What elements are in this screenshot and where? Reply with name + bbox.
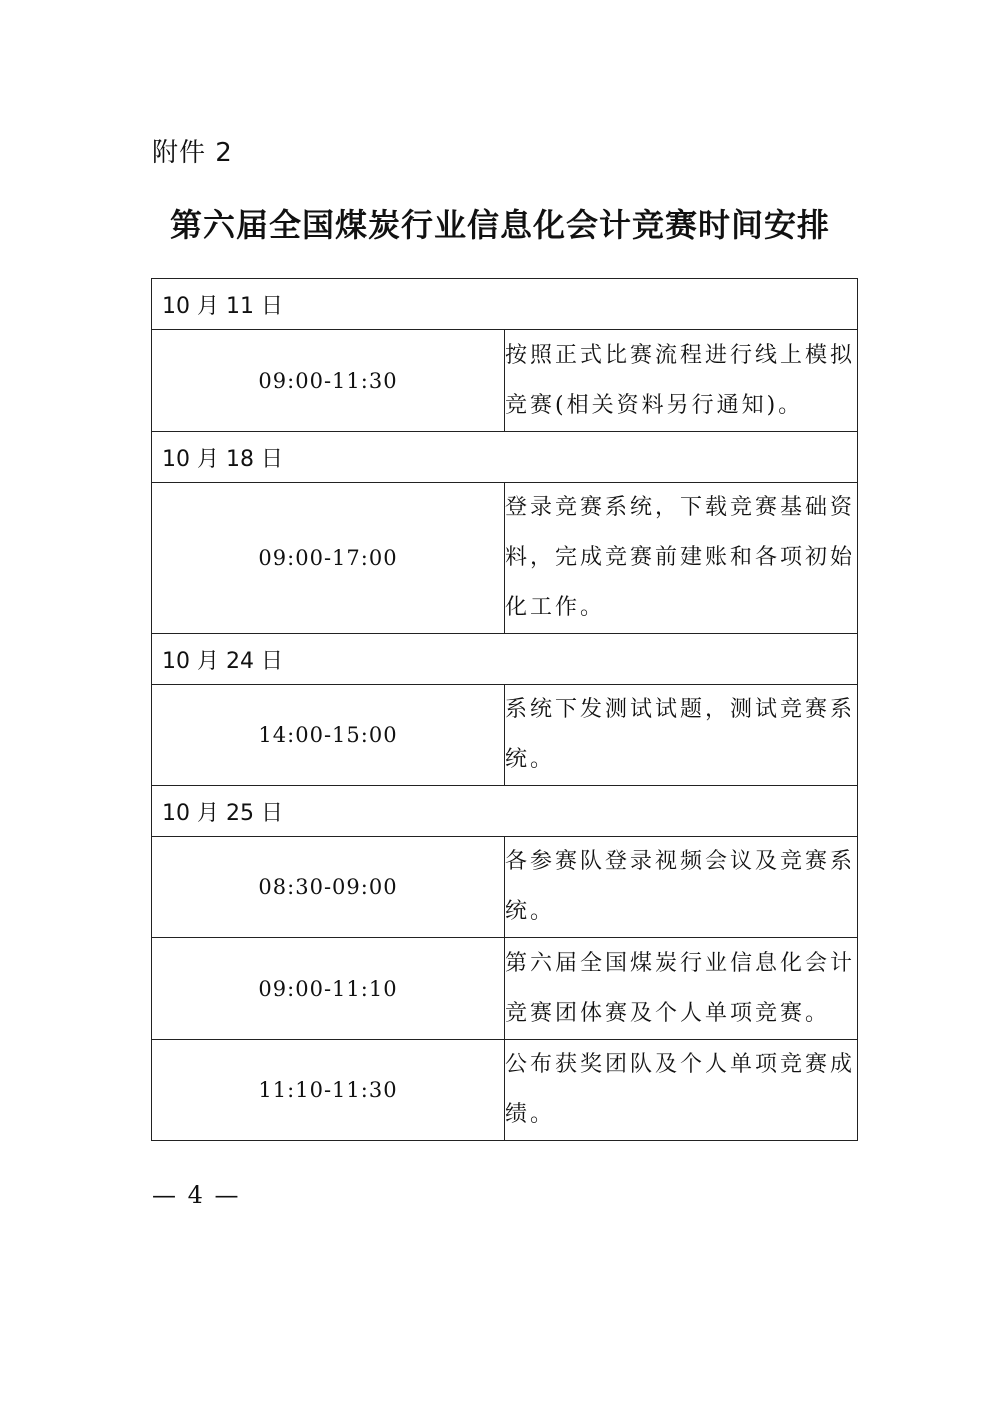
description-cell: 按照正式比赛流程进行线上模拟竞赛(相关资料另行通知)。 xyxy=(505,330,858,432)
table-row xyxy=(152,685,858,786)
description-cell: 第六届全国煤炭行业信息化会计竞赛团体赛及个人单项竞赛。 xyxy=(505,938,858,1040)
description-cell: 登录竞赛系统，下载竞赛基础资料，完成竞赛前建账和各项初始化工作。 xyxy=(505,483,858,634)
time-cell: 11:10-11:30 xyxy=(152,1040,505,1141)
table-row xyxy=(152,1040,858,1141)
time-cell: 09:00-11:30 xyxy=(152,330,505,432)
date-row xyxy=(152,786,858,837)
table-row xyxy=(152,483,858,634)
page-number: — 4 — xyxy=(152,1181,241,1209)
table-row xyxy=(152,837,858,938)
date-row xyxy=(152,634,858,685)
description-cell: 公布获奖团队及个人单项竞赛成绩。 xyxy=(505,1040,858,1141)
document-title: 第六届全国煤炭行业信息化会计竞赛时间安排 xyxy=(169,206,830,244)
time-cell: 08:30-09:00 xyxy=(152,837,505,938)
description-cell: 各参赛队登录视频会议及竞赛系统。 xyxy=(505,837,858,938)
table-row xyxy=(152,330,858,432)
date-cell: 10 月 25 日 xyxy=(152,786,858,837)
time-cell: 14:00-15:00 xyxy=(152,685,505,786)
table-row xyxy=(152,938,858,1040)
date-row xyxy=(152,279,858,330)
time-cell: 09:00-11:10 xyxy=(152,938,505,1040)
time-cell: 09:00-17:00 xyxy=(152,483,505,634)
description-cell: 系统下发测试试题，测试竞赛系统。 xyxy=(505,685,858,786)
attachment-label: 附件 2 xyxy=(152,138,233,168)
schedule-table xyxy=(151,278,858,1141)
date-cell: 10 月 24 日 xyxy=(152,634,858,685)
date-cell: 10 月 11 日 xyxy=(152,279,858,330)
date-cell: 10 月 18 日 xyxy=(152,432,858,483)
date-row xyxy=(152,432,858,483)
